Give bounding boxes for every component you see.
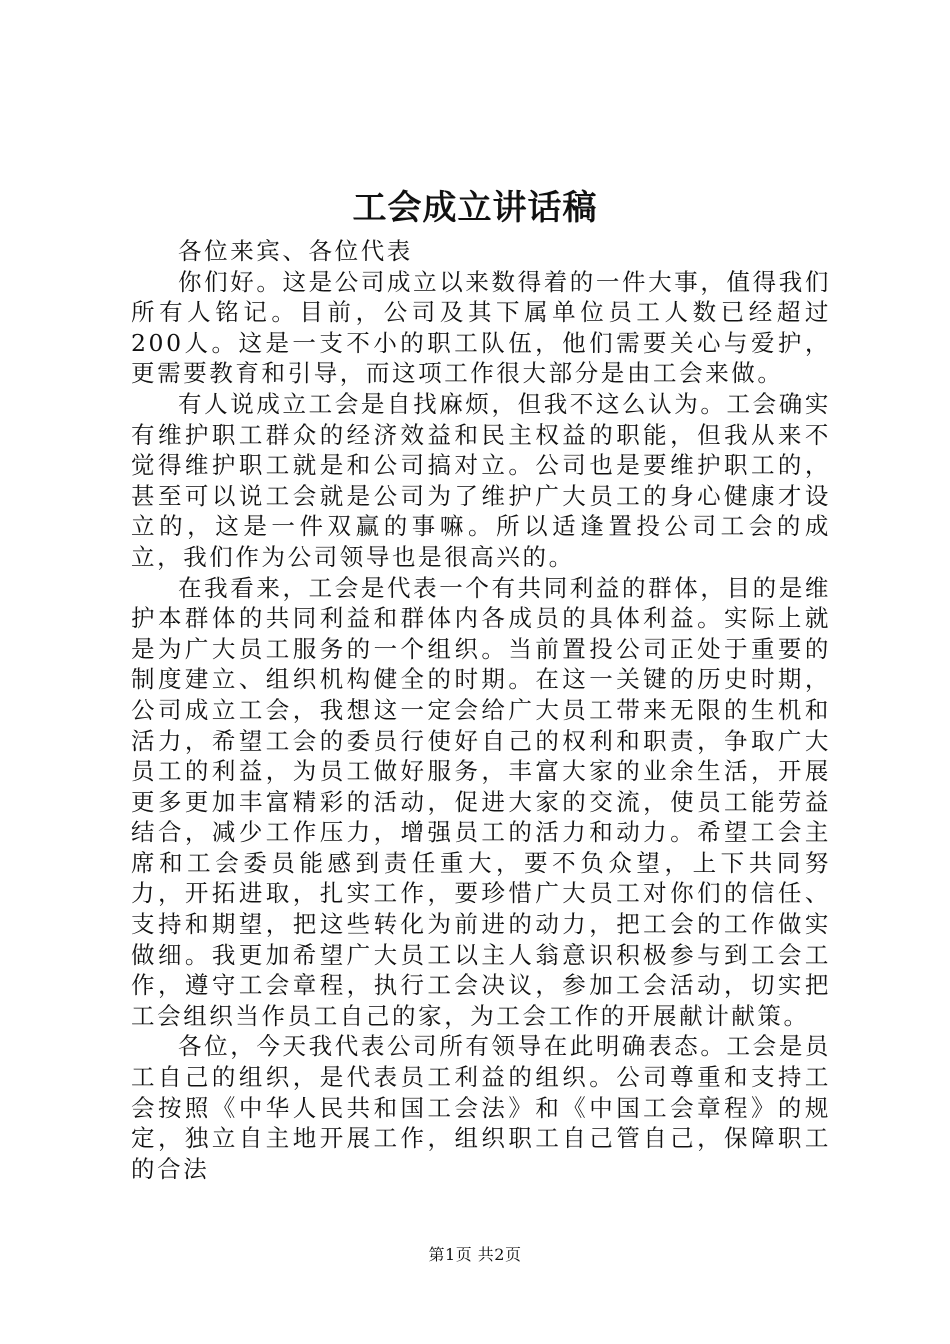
paragraph: 各位，今天我代表公司所有领导在此明确表态。工会是员工自己的组织，是代表员工利益的组织。公司尊重和支持工会按照《中华人民共和国工会法》和《中国工会章程》的规定，独立自主地开展工作，组织职工自己管自己，保障职工的合法 <box>131 1032 831 1183</box>
paragraph: 你们好。这是公司成立以来数得着的一件大事，值得我们所有人铭记。目前，公司及其下属单位员工人数已经超过200人。这是一支不小的职工队伍，他们需要关心与爱护，更需要教育和引导，而这项工作很大部分是由工会来做。 <box>131 267 831 388</box>
paragraph: 有人说成立工会是自找麻烦，但我不这么认为。工会确实有维护职工群众的经济效益和民主权益的职能，但我从来不觉得维护职工就是和公司搞对立。公司也是要维护职工的，甚至可以说工会就是公司为了维护广大员工的身心健康才设立的，这是一件双赢的事嘛。所以适逢置投公司工会的成立，我们作为公司领导也是很高兴的。 <box>131 389 831 571</box>
salutation: 各位来宾、各位代表 <box>178 237 413 265</box>
page-footer: 第1页 共2页 <box>428 1245 522 1264</box>
document-title: 工会成立讲话稿 <box>352 188 598 228</box>
paragraph: 在我看来，工会是代表一个有共同利益的群体，目的是维护本群体的共同利益和群体内各成员的具体利益。实际上就是为广大员工服务的一个组织。当前置投公司正处于重要的制度建立、组织机构健全的时期。在这一关键的历史时期，公司成立工会，我想这一定会给广大员工带来无限的生机和活力，希望工会的委员行使好自己的权利和职责，争取广大员工的利益，为员工做好服务，丰富大家的业余生活，开展更多更加丰富精彩的活动，促进大家的交流，使员工能劳益结合，减少工作压力，增强员工的活力和动力。希望工会主席和工会委员能感到责任重大，要不负众望，上下共同努力，开拓进取，扎实工作，要珍惜广大员工对你们的信任、支持和期望，把这些转化为前进的动力，把工会的工作做实做细。我更加希望广大员工以主人翁意识积极参与到工会工作，遵守工会章程，执行工会决议，参加工会活动，切实把工会组织当作员工自己的家，为工会工作的开展献计献策。 <box>131 573 831 1030</box>
document-body <box>131 236 831 1184</box>
